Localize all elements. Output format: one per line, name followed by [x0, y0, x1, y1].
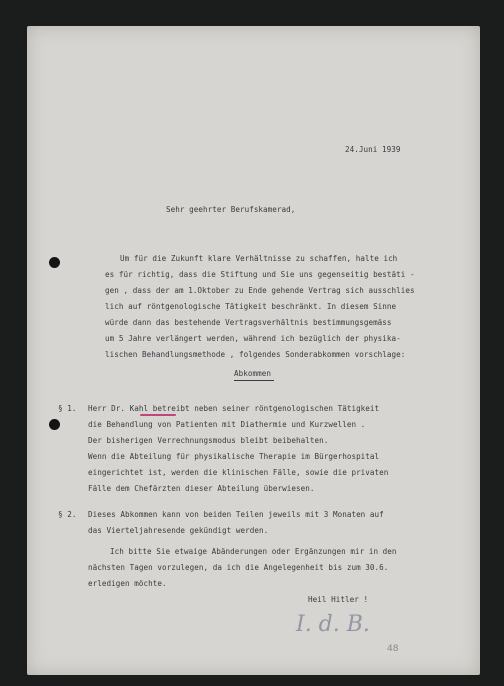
closing-line: erledigen möchte.: [88, 579, 167, 588]
closing-greeting: Heil Hitler !: [308, 595, 369, 604]
heading-underline: [234, 380, 274, 381]
body-line: um 5 Jahre verlängert werden, während ich bezüglich der physika-: [105, 334, 401, 343]
body-line: es für richtig, dass die Stiftung und Sie uns gegenseitig bestäti -: [105, 270, 415, 279]
closing-line: Ich bitte Sie etwaige Abänderungen oder Ergänzungen mir in den: [110, 547, 397, 556]
section2-line: das Vierteljahresende gekündigt werden.: [88, 526, 269, 535]
section1-line: Wenn die Abteilung für physikalische Therapie im Bürgerhospital: [88, 452, 380, 461]
punch-hole-top: [49, 257, 60, 268]
page-number: 48: [387, 644, 399, 654]
body-line: lich auf röntgenologische Tätigkeit beschränkt. In diesem Sinne: [105, 302, 397, 311]
body-line: gen , dass der am 1.Oktober zu Ende gehende Vertrag sich ausschlies: [105, 286, 415, 295]
closing-line: nächsten Tagen vorzulegen, da ich die Angelegenheit bis zum 30.6.: [88, 563, 389, 572]
punch-hole-bottom: [49, 419, 60, 430]
body-line: Um für die Zukunft klare Verhältnisse zu schaffen, halte ich: [120, 254, 398, 263]
section-marker: § 1.: [58, 404, 77, 413]
section-marker: § 2.: [58, 510, 77, 519]
section2-line: Dieses Abkommen kann von beiden Teilen jeweils mit 3 Monaten auf: [88, 510, 384, 519]
agreement-heading: Abkommen: [234, 369, 271, 378]
section1-line: Fälle dem Chefärzten dieser Abteilung überwiesen.: [88, 484, 315, 493]
salutation: Sehr geehrter Berufskamerad,: [166, 205, 296, 214]
section1-line: eingerichtet ist, werden die klinischen Fälle, sowie die privaten: [88, 468, 389, 477]
name-underline-mark: [140, 414, 176, 416]
section1-line: Herr Dr. Kahl betreibt neben seiner röntgenologischen Tätigkeit: [88, 404, 380, 413]
section1-line: die Behandlung von Patienten mit Diathermie und Kurzwellen .: [88, 420, 366, 429]
body-line: würde dann das bestehende Vertragsverhältnis bestimmungsgemäss: [105, 318, 392, 327]
letter-date: 24.Juni 1939: [345, 145, 401, 154]
section1-line: Der bisherigen Verrechnungsmodus bleibt beibehalten.: [88, 436, 329, 445]
handwritten-signature: I. d. B.: [296, 612, 370, 637]
body-line: lischen Behandlungsmethode , folgendes Sonderabkommen vorschlage:: [105, 350, 406, 359]
